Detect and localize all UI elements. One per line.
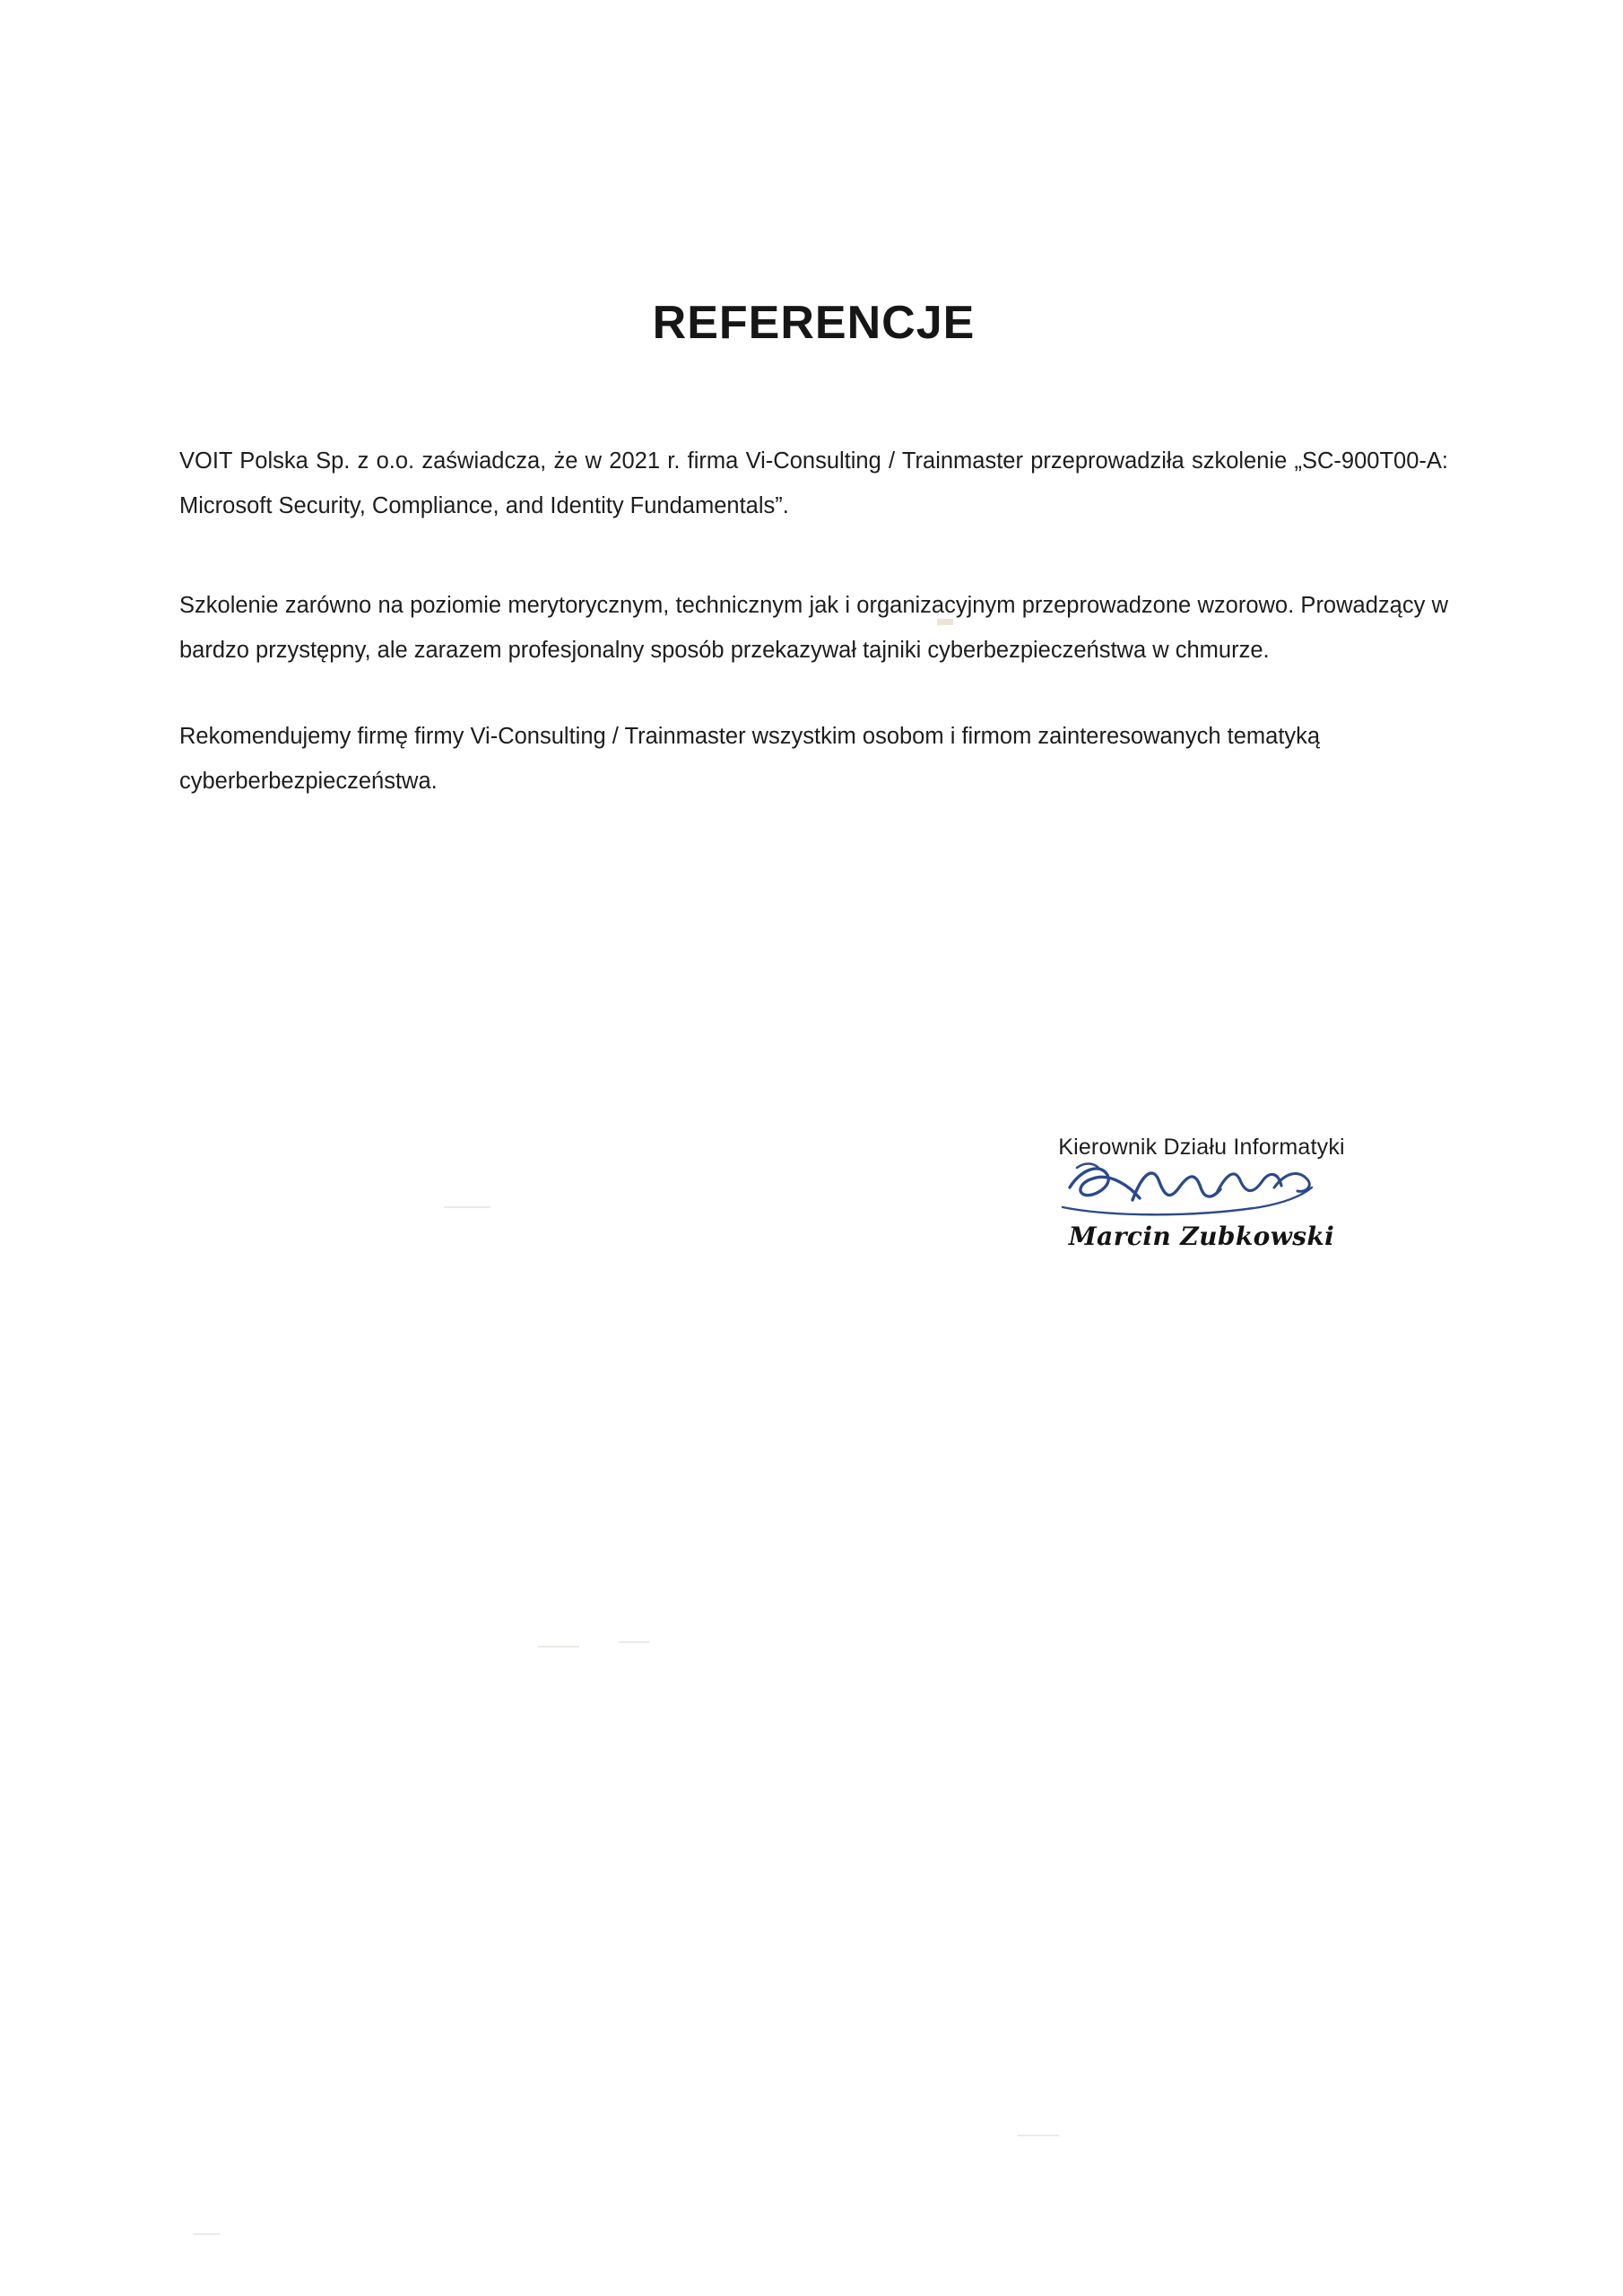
handwritten-signature-icon <box>950 1157 1453 1220</box>
signature-block <box>950 1135 1453 1251</box>
signature-name: Marcin Zubkowski <box>1068 1222 1335 1251</box>
scan-artifact <box>619 1641 649 1643</box>
scan-artifact <box>538 1646 579 1648</box>
scan-artifact <box>1018 2135 1059 2136</box>
scan-artifact <box>193 2233 220 2235</box>
document-content <box>179 296 1448 845</box>
paragraph-recommendation: Rekomendujemy firmę firmy Vi-Consulting / Trainmaster wszystkim osobom i firmom zainteresowanych tematyką cyberberbezpieczeństwa. <box>179 723 1321 794</box>
scan-artifact <box>937 619 953 625</box>
page-title: REFERENCJE <box>652 297 976 349</box>
scan-artifact <box>444 1206 490 1208</box>
signature-role: Kierownik Działu Informatyki <box>1058 1135 1345 1160</box>
paragraph-intro: VOIT Polska Sp. z o.o. zaświadcza, że w 2021 r. firma Vi-Consulting / Trainmaster przeprowadziła szkolenie „SC-900T00-A: Microsoft Security, Compliance, and Identity Fundamentals”. <box>179 448 1448 518</box>
paragraph-evaluation: Szkolenie zarówno na poziomie merytorycznym, technicznym jak i organizacyjnym przeprowadzone wzorowo. Prowadzący w bardzo przystępny, ale zarazem profesjonalny sposób przekazywał tajniki cyberbezpieczeństwa w chmurze. <box>179 593 1448 664</box>
